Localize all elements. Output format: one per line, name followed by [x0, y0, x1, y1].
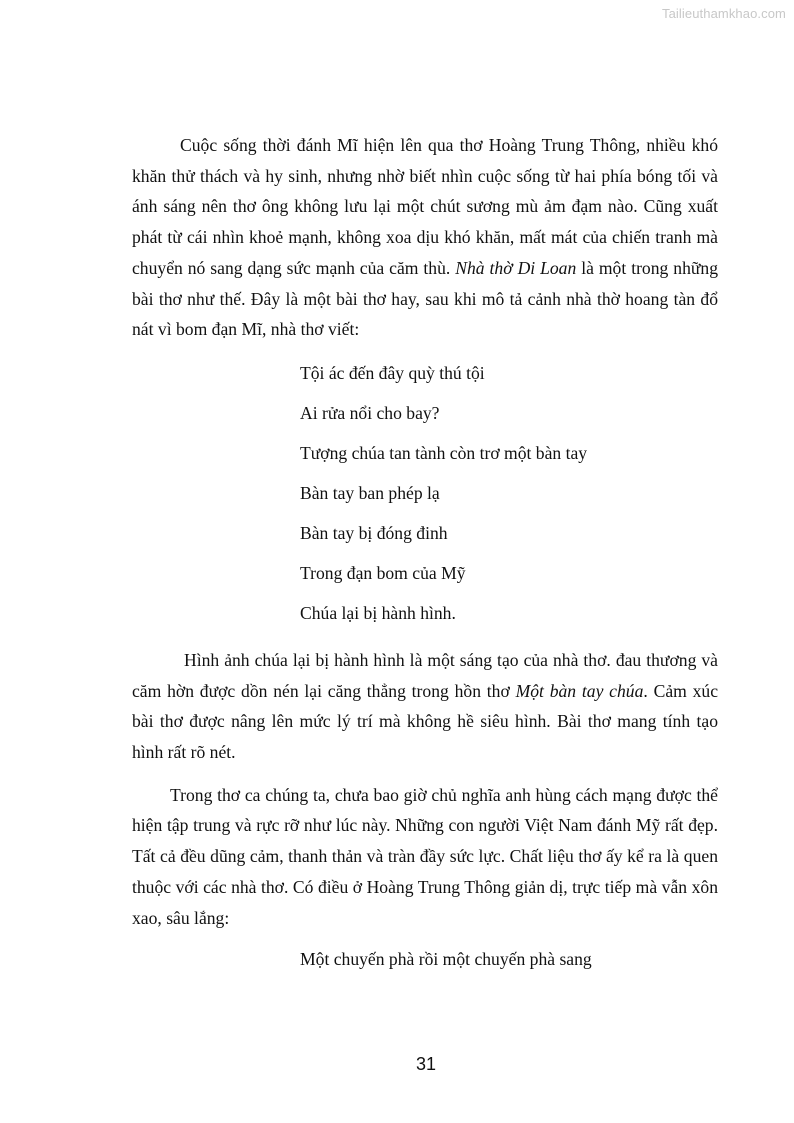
poem-line: Bàn tay bị đóng đinh	[300, 522, 448, 543]
poem-line: Bàn tay ban phép lạ	[300, 482, 440, 503]
poem-line: Trong đạn bom của Mỹ	[300, 562, 466, 583]
poem-excerpt-2	[300, 939, 718, 979]
poem-excerpt-1	[300, 353, 718, 633]
page-number: 31	[415, 1054, 437, 1074]
watermark: Tailieuthamkhao.com	[661, 6, 786, 21]
paragraph-2-text-a: Hình ảnh chúa lại bị hành hình là một sáng tạo của nhà thơ. đau thương và căm hờn được dồn nén lại căng thẳng trong hồn thơ	[132, 649, 718, 701]
paragraph-1	[132, 130, 718, 345]
paragraph-1-text-a: Cuộc sống thời đánh Mĩ hiện lên qua thơ Hoàng Trung Thông, nhiều khó khăn thử thách và hy sinh, nhưng nhờ biết nhìn cuộc sống từ hai phía bóng tối và ánh sáng nên thơ ông không lưu lại một chút sương mù ảm đạm nào. Cũng xuất phát từ cái nhìn khoẻ mạnh, không xoa dịu khó khăn, mất mát của chiến tranh mà chuyển nó sang dạng sức mạnh của căm thù.	[132, 135, 718, 278]
paragraph-1-text-b: là một trong những bài thơ như thế. Đây là một bài thơ hay, sau khi mô tả cảnh nhà thờ hoang tàn đổ nát vì bom đạn Mĩ, nhà thơ viết:	[132, 257, 718, 340]
document-body	[132, 130, 718, 979]
poem-title-nha-tho-di-loan: Nhà thờ Di Loan	[455, 257, 577, 278]
poem-line: Ai rửa nổi cho bay?	[300, 402, 440, 423]
poem-line: Tượng chúa tan tành còn trơ một bàn tay	[300, 442, 588, 463]
paragraph-2	[132, 645, 718, 768]
paragraph-3: Trong thơ ca chúng ta, chưa bao giờ chủ nghĩa anh hùng cách mạng được thể hiện tập trung và rực rỡ như lúc này. Những con người Việt Nam đánh Mỹ rất đẹp. Tất cả đều dũng cảm, thanh thản và tràn đầy sức lực. Chất liệu thơ ấy kể ra là quen thuộc với các nhà thơ. Có điều ở Hoàng Trung Thông giản dị, trực tiếp mà vẫn xôn xao, sâu lắng:	[132, 784, 718, 928]
poem-line: Tội ác đến đây quỳ thú tội	[300, 362, 485, 383]
paragraph-2-text-b: . Cảm xúc bài thơ được nâng lên mức lý trí mà không hề siêu hình. Bài thơ mang tính tạo hình rất rõ nét.	[132, 680, 719, 763]
poem-title-mot-ban-tay-chua: Một bàn tay chúa	[515, 680, 644, 701]
poem-line: Chúa lại bị hành hình.	[300, 602, 456, 623]
poem-line: Một chuyến phà rồi một chuyến phà sang	[300, 949, 592, 970]
